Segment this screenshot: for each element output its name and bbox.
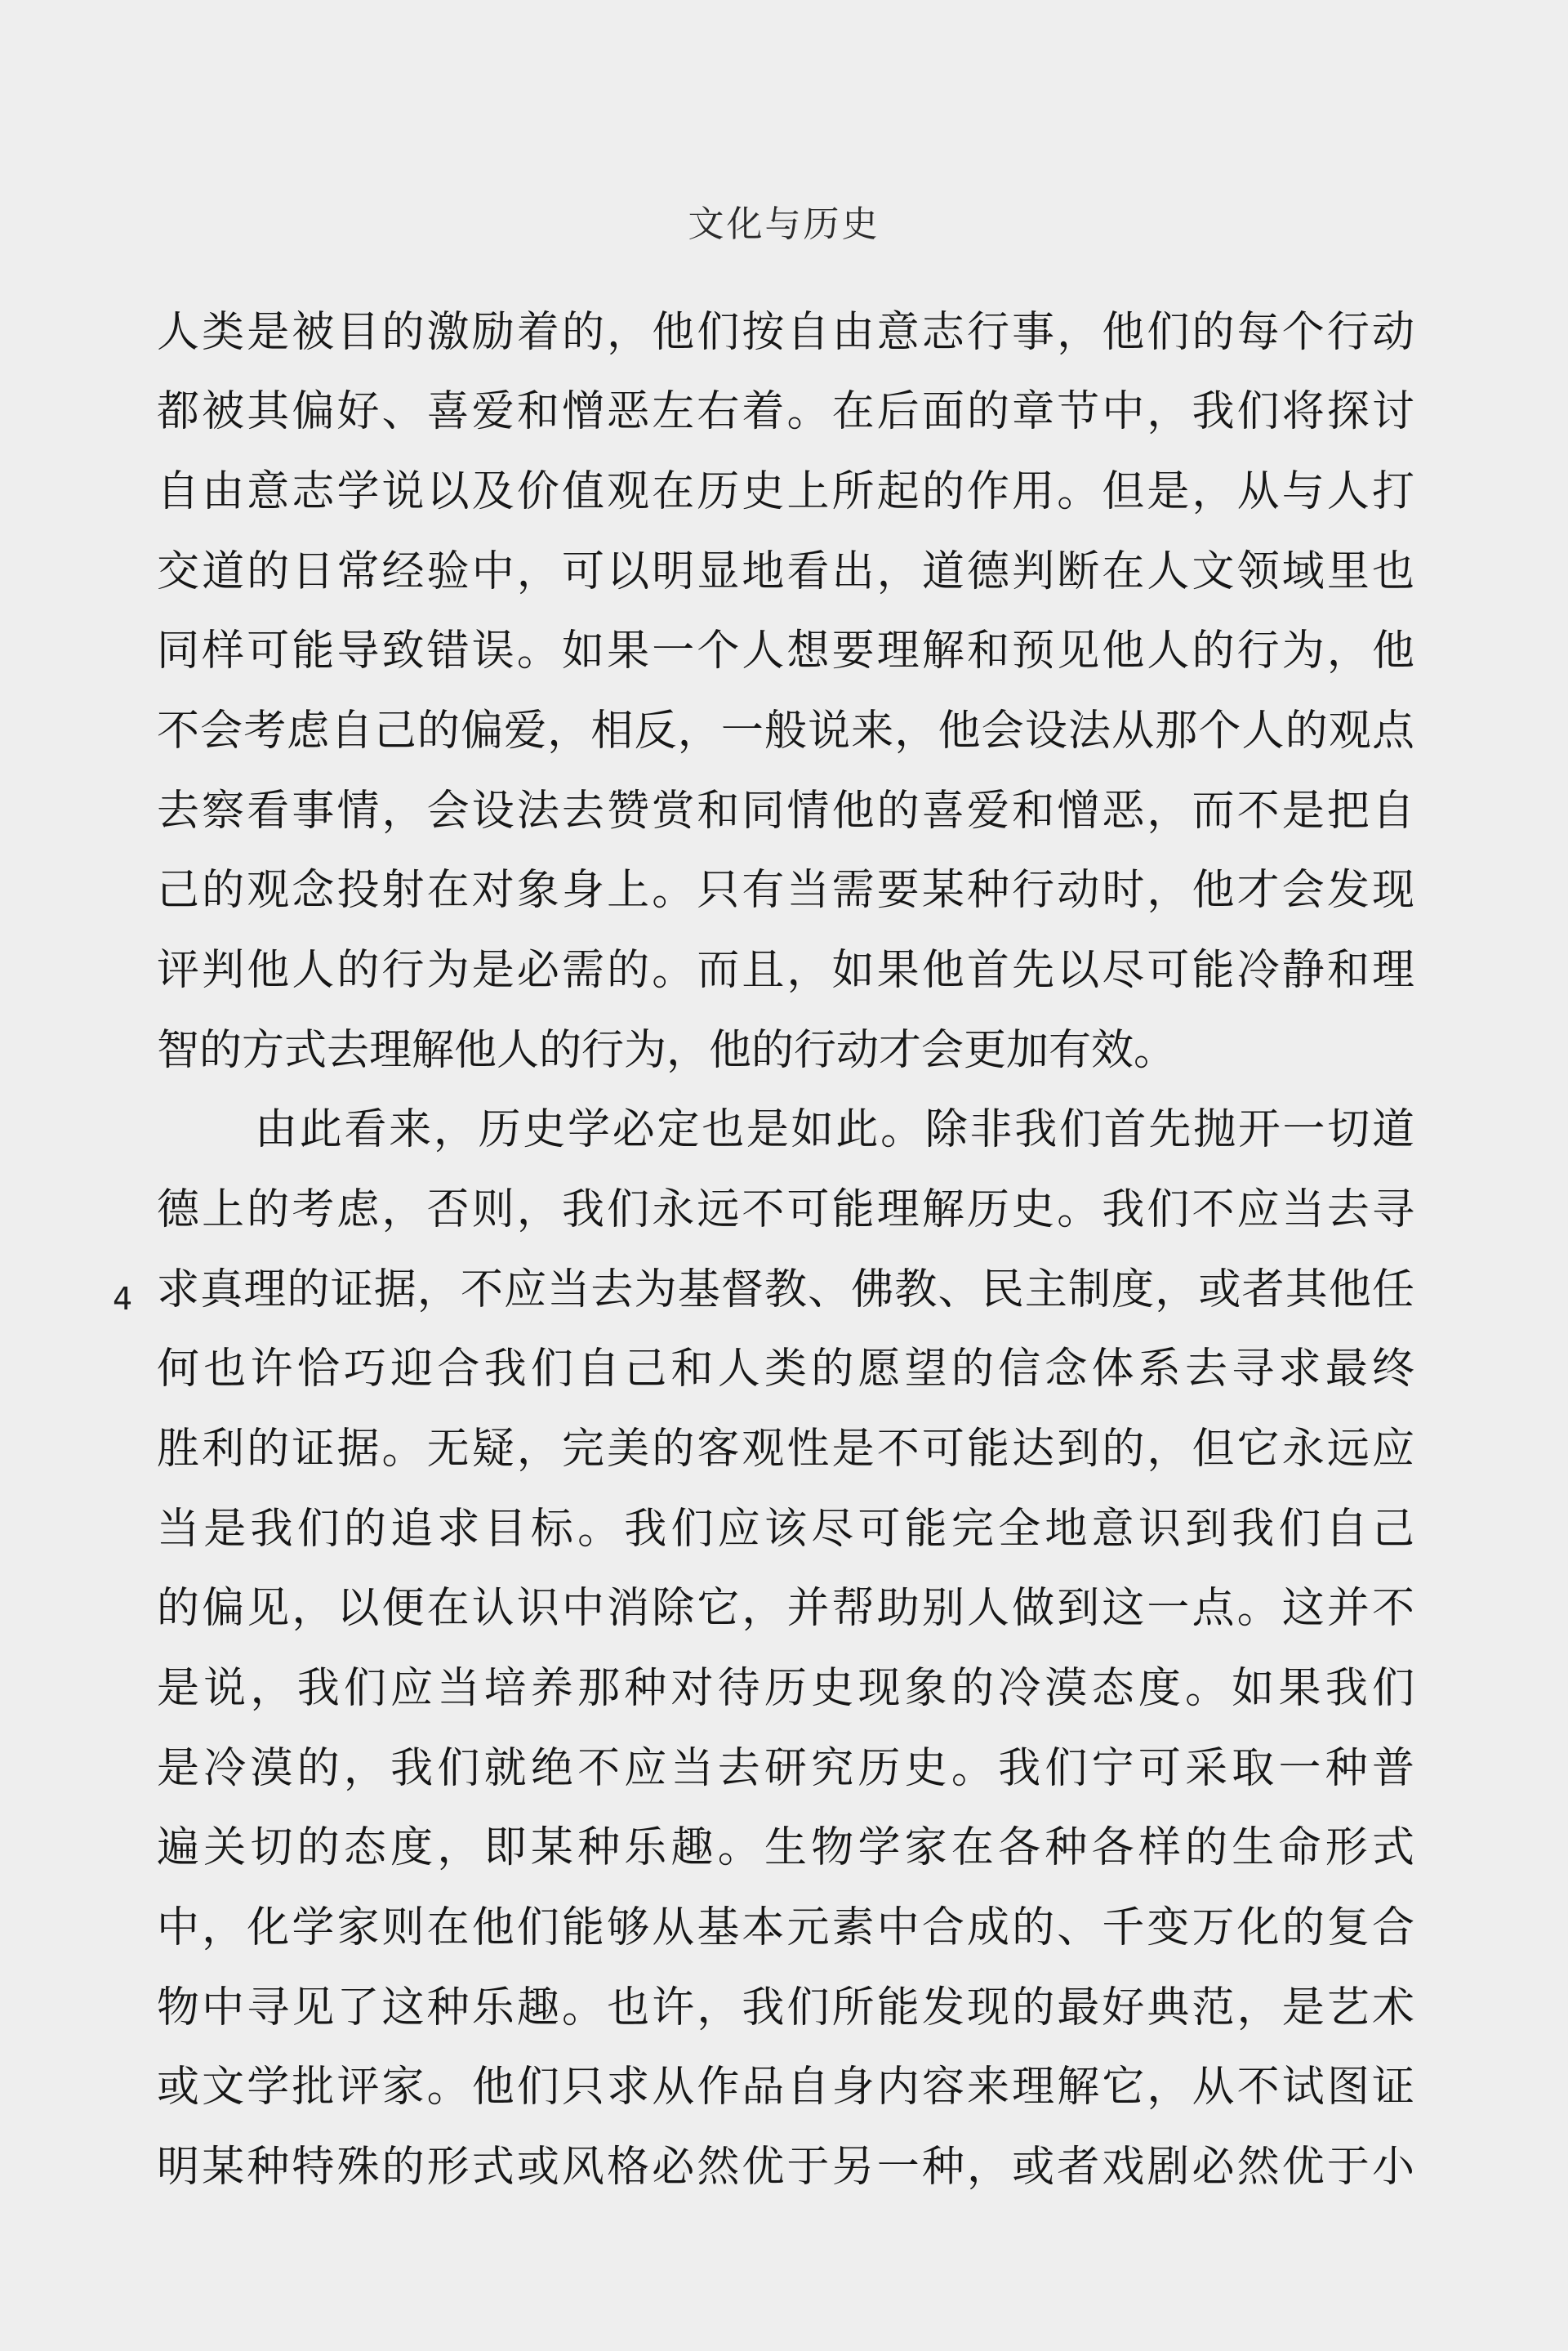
text-line: 的偏见，以便在认识中消除它，并帮助别人做到这一点。这并不 — [157, 1584, 1414, 1633]
text-line: 智的方式去理解他人的行为，他的行动才会更加有效。 — [157, 1026, 1177, 1075]
text-line: 己的观念投射在对象身上。只有当需要某种行动时，他才会发现 — [157, 866, 1414, 915]
margin-page-number: 4 — [113, 1281, 133, 1317]
text-line: 交道的日常经验中，可以明显地看出，道德判断在人文领域里也 — [157, 547, 1414, 596]
text-line: 求真理的证据，不应当去为基督教、佛教、民主制度，或者其他任 — [157, 1265, 1414, 1314]
text-line: 中，化学家则在他们能够从基本元素中合成的、千变万化的复合 — [157, 1903, 1414, 1952]
text-line-paragraph-start: 由此看来，历史学必定也是如此。除非我们首先抛开一切道 — [255, 1105, 1414, 1154]
text-line: 是说，我们应当培养那种对待历史现象的冷漠态度。如果我们 — [157, 1664, 1414, 1713]
text-line: 何也许恰巧迎合我们自己和人类的愿望的信念体系去寻求最终 — [157, 1345, 1414, 1394]
text-line: 评判他人的行为是必需的。而且，如果他首先以尽可能冷静和理 — [157, 946, 1414, 995]
text-line: 胜利的证据。无疑，完美的客观性是不可能达到的，但它永远应 — [157, 1425, 1414, 1474]
text-line: 自由意志学说以及价值观在历史上所起的作用。但是，从与人打 — [157, 467, 1414, 516]
text-line: 不会考虑自己的偏爱，相反，一般说来，他会设法从那个人的观点 — [157, 707, 1414, 756]
text-line: 人类是被目的激励着的，他们按自由意志行事，他们的每个行动 — [157, 308, 1414, 357]
text-line: 德上的考虑，否则，我们永远不可能理解历史。我们不应当去寻 — [157, 1185, 1414, 1234]
running-header: 文化与历史 — [688, 203, 880, 245]
text-line: 物中寻见了这种乐趣。也许，我们所能发现的最好典范，是艺术 — [157, 1983, 1414, 2032]
text-line: 去察看事情，会设法去赞赏和同情他的喜爱和憎恶，而不是把自 — [157, 787, 1414, 836]
text-line: 当是我们的追求目标。我们应该尽可能完全地意识到我们自己 — [157, 1505, 1414, 1554]
text-line: 同样可能导致错误。如果一个人想要理解和预见他人的行为，他 — [157, 627, 1414, 676]
text-line: 或文学批评家。他们只求从作品自身内容来理解它，从不试图证 — [157, 2063, 1414, 2112]
text-line: 是冷漠的，我们就绝不应当去研究历史。我们宁可采取一种普 — [157, 1744, 1414, 1793]
text-line: 遍关切的态度，即某种乐趣。生物学家在各种各样的生命形式 — [157, 1823, 1414, 1872]
text-line: 明某种特殊的形式或风格必然优于另一种，或者戏剧必然优于小 — [157, 2143, 1414, 2192]
text-line: 都被其偏好、喜爱和憎恶左右着。在后面的章节中，我们将探讨 — [157, 387, 1414, 436]
